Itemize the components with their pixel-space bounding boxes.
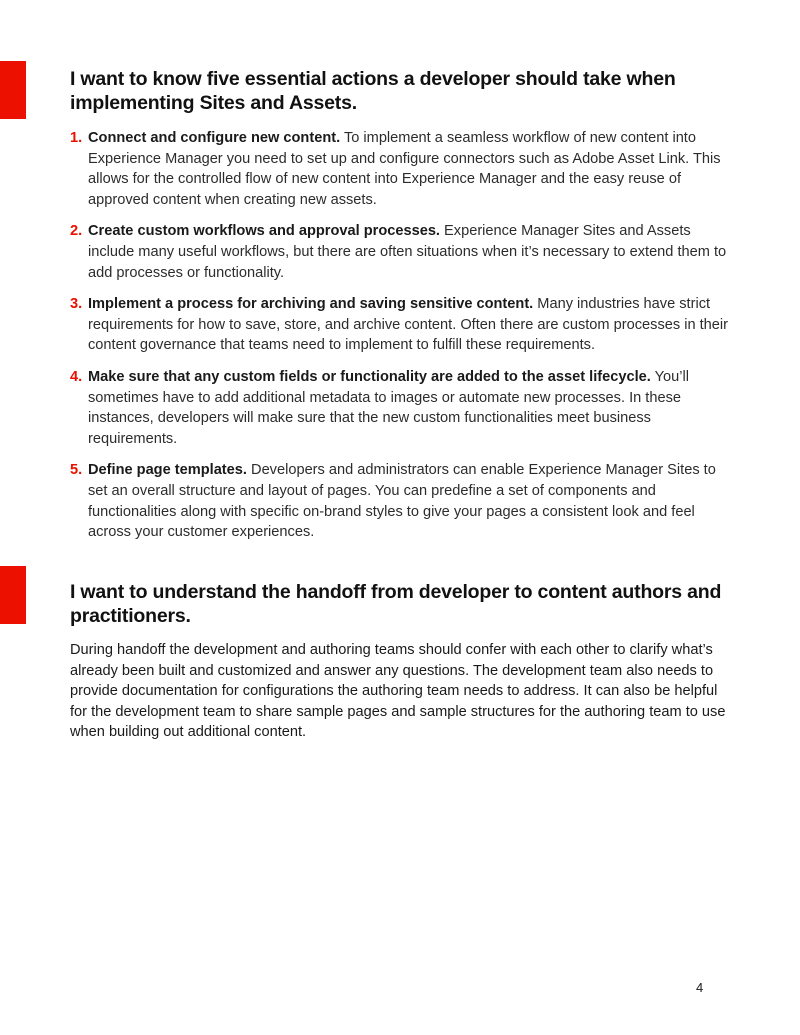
list-item — [70, 460, 735, 542]
step-text: You’ll sometimes have to add additional metadata to images or automate new processes. In these instances, developers will make sure that the new custom functionalities meet business requirements. — [88, 368, 689, 447]
list-item — [70, 367, 735, 449]
step-number: 1. — [70, 130, 83, 146]
step-title: Create custom workflows and approval processes. — [88, 223, 440, 240]
step-text: Developers and administrators can enable Experience Manager Sites to set an overall structure and layout of pages. You can predefine a set of components and functionalities along with specific on-brand styles to give your pages a consistent look and feel across your customer experiences. — [88, 462, 716, 541]
section-accent-bar — [0, 61, 26, 119]
step-title: Implement a process for archiving and saving sensitive content. — [88, 296, 534, 313]
step-title: Connect and configure new content. — [88, 130, 341, 146]
step-text: Many industries have strict requirements for how to save, store, and archive content. Often there are custom processes in their content governance that teams need to implement to fulfill these requirements. — [88, 296, 729, 354]
step-number: 4. — [70, 368, 83, 385]
essential-actions-list — [70, 128, 735, 554]
step-number: 2. — [70, 223, 83, 240]
list-item — [70, 128, 735, 210]
list-item — [70, 221, 735, 283]
section-heading: I want to understand the handoff from developer to content authors and practitioners. — [70, 581, 722, 627]
step-text: To implement a seamless workflow of new content into Experience Manager you need to set up and configure connectors such as Adobe Asset Link. This allows for the controlled flow of new content into Experience Manager and the easy reuse of approved content when creating new assets. — [88, 130, 721, 208]
handoff-paragraph: During handoff the development and authoring teams should confer with each other to clarify what’s already been built and customized and answer any questions. The development team also needs to provide documentation for configurations the authoring team needs to address. It can also be helpful for the development team to share sample pages and sample structures for the authoring team to use when building out additional content. — [70, 642, 726, 741]
step-text: Experience Manager Sites and Assets include many useful workflows, but there are often situations when it’s necessary to extend them to add processes or functionality. — [88, 223, 727, 281]
section-heading: I want to know five essential actions a developer should take when implementing Sites and Assets. — [70, 68, 676, 114]
step-title: Define page templates. — [88, 462, 247, 479]
step-number: 5. — [70, 462, 83, 479]
step-number: 3. — [70, 296, 83, 313]
page-number: 4 — [696, 980, 704, 995]
step-title: Make sure that any custom fields or functionality are added to the asset lifecycle. — [88, 368, 651, 385]
section-accent-bar — [0, 566, 26, 624]
list-item — [70, 294, 735, 356]
